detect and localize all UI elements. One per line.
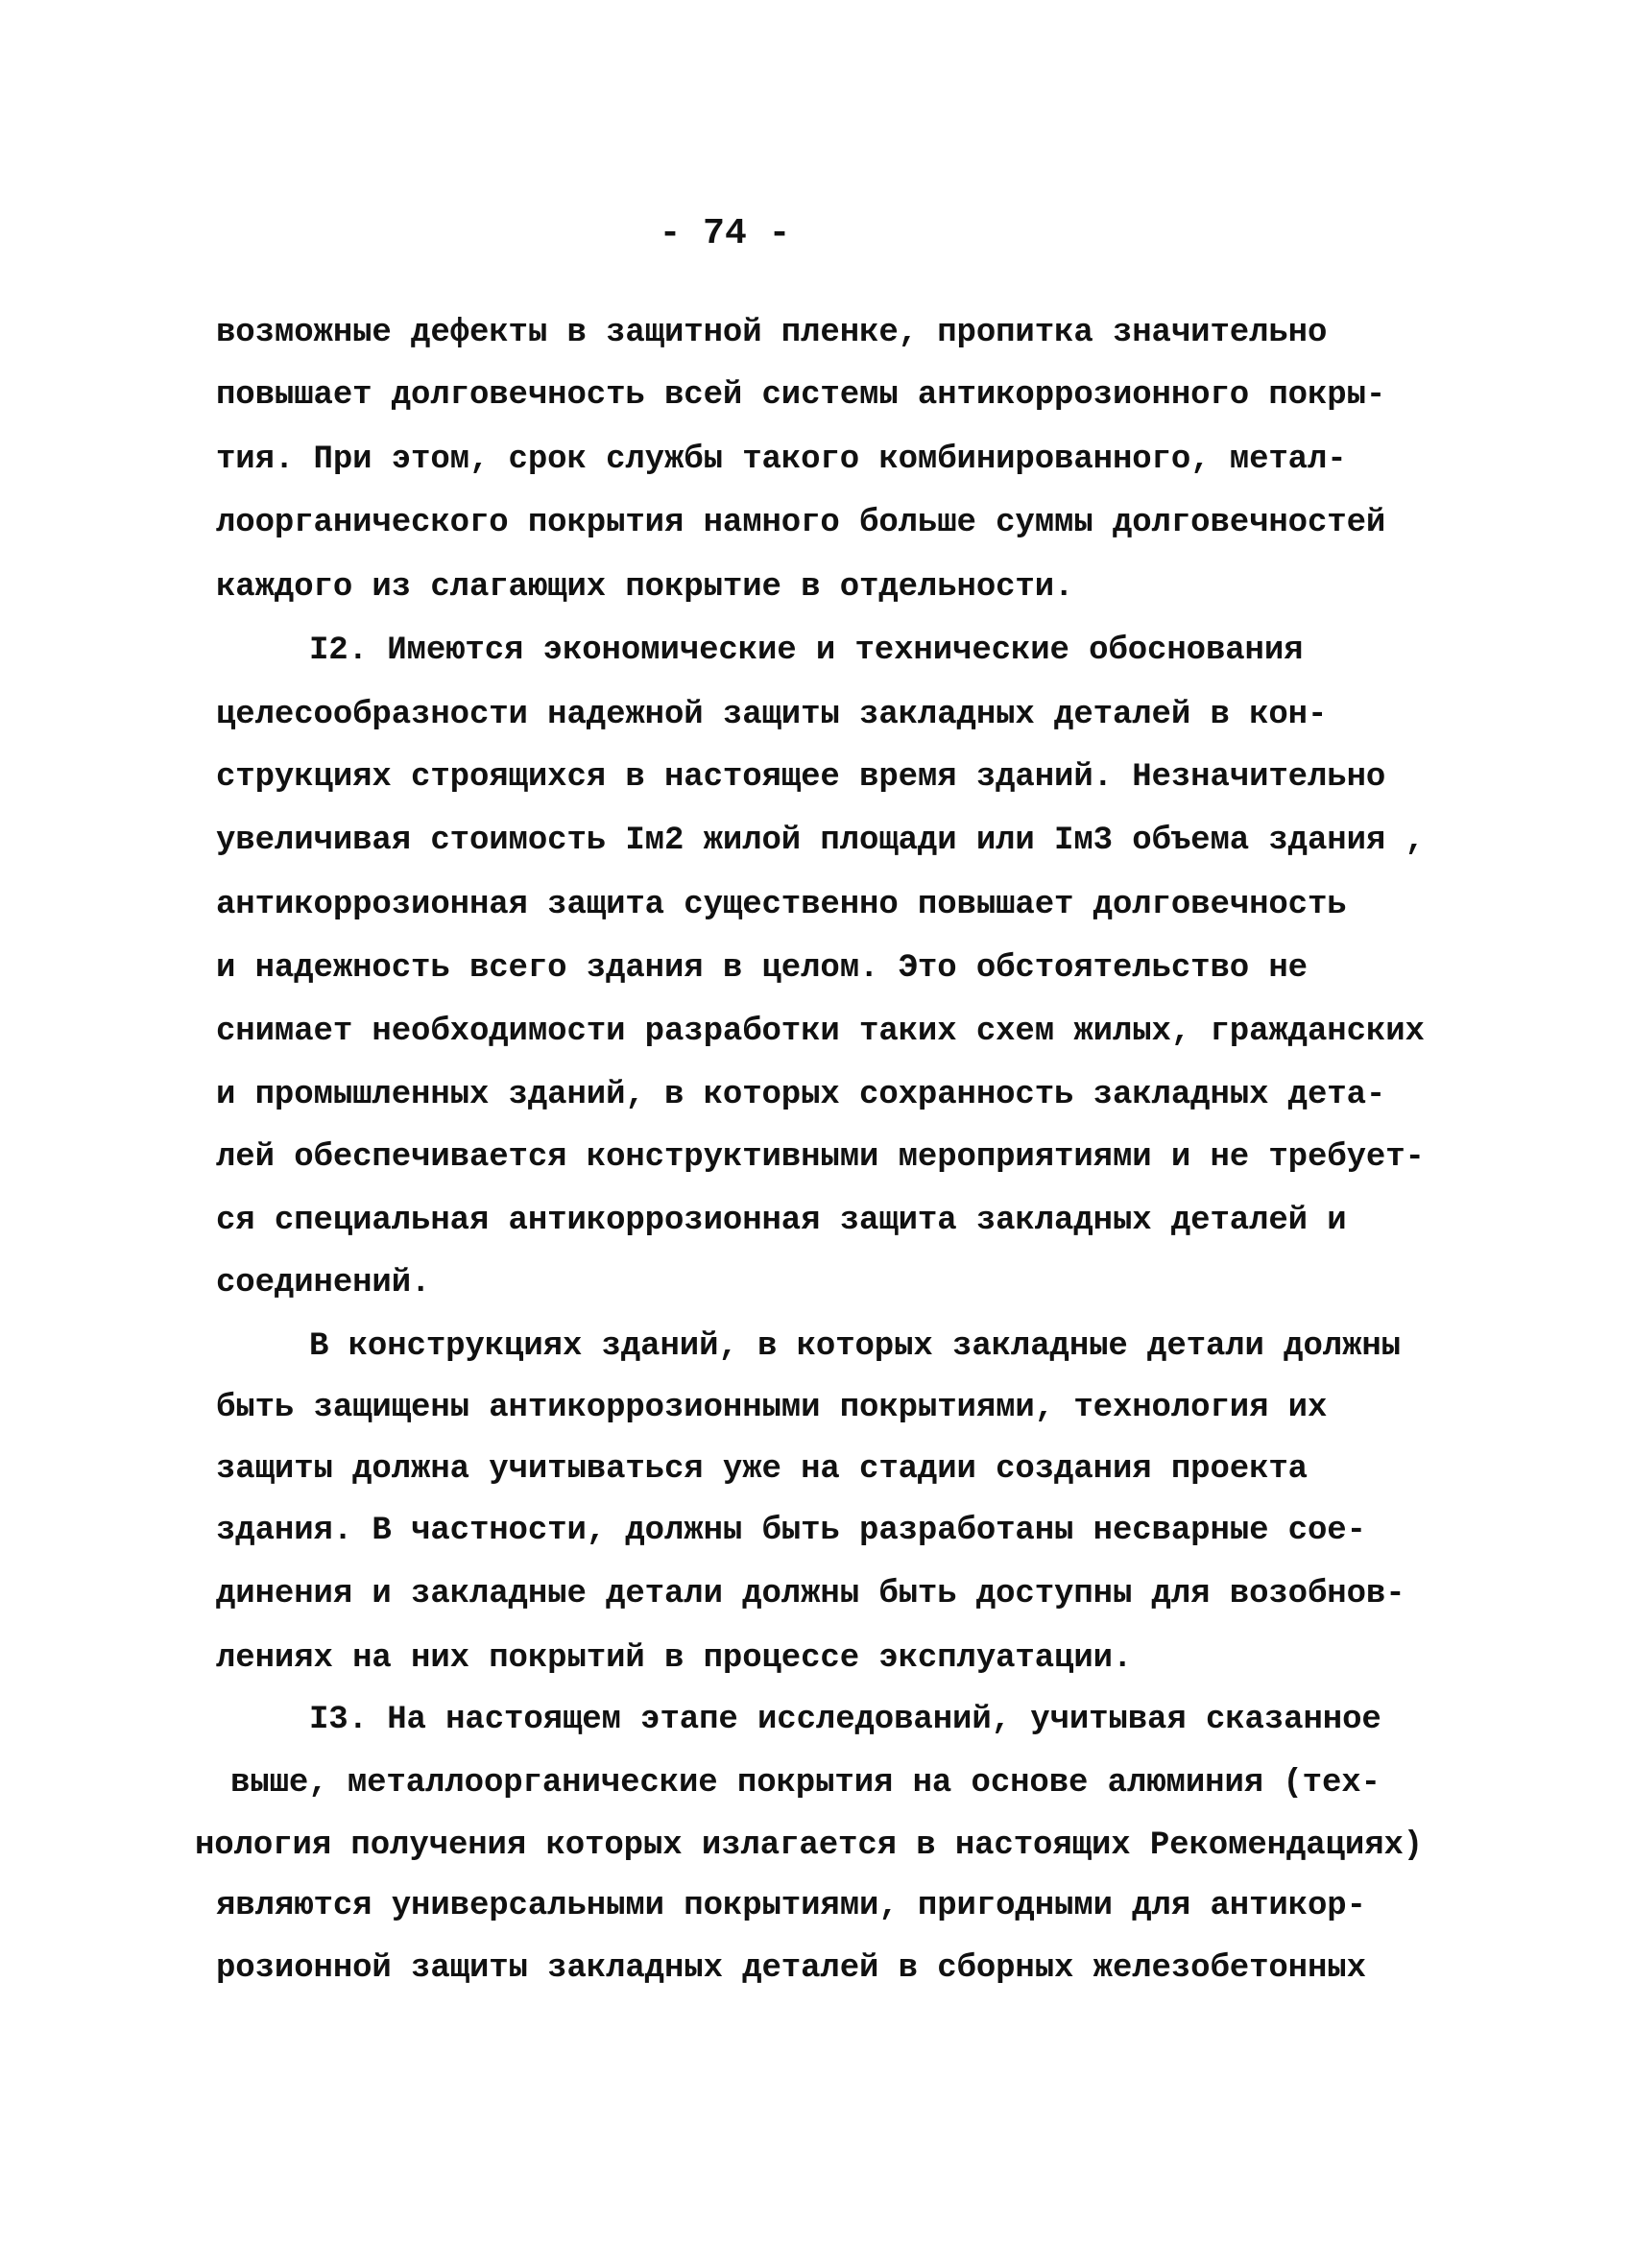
text-line: ся специальная антикоррозионная защита закладных деталей и [216, 1203, 1347, 1239]
text-line: нология получения которых излагается в настоящих Рекомендациях) [195, 1827, 1424, 1864]
text-line: являются универсальными покрытиями, пригодными для антикор- [216, 1888, 1366, 1924]
text-line: возможные дефекты в защитной пленке, пропитка значительно [216, 315, 1328, 351]
text-line: лоорганического покрытия намного больше суммы долговечностей [216, 505, 1386, 541]
text-line: лей обеспечивается конструктивными мероприятиями и не требует- [216, 1139, 1425, 1176]
text-line: каждого из слагающих покрытие в отдельности. [216, 569, 1074, 606]
text-line: струкциях строящихся в настоящее время зданий. Незначительно [216, 759, 1386, 796]
text-line: В конструкциях зданий, в которых закладные детали должны [309, 1328, 1401, 1365]
text-line: и надежность всего здания в целом. Это обстоятельство не [216, 950, 1308, 987]
text-line: лениях на них покрытий в процессе эксплуатации. [216, 1640, 1133, 1677]
text-line: розионной защиты закладных деталей в сборных железобетонных [216, 1950, 1366, 1987]
text-line: снимает необходимости разработки таких схем жилых, гражданских [216, 1014, 1425, 1050]
text-line: тия. При этом, срок службы такого комбинированного, метал- [216, 442, 1347, 478]
text-line: здания. В частности, должны быть разработаны несварные сое- [216, 1513, 1366, 1549]
text-line: и промышленных зданий, в которых сохранность закладных дета- [216, 1077, 1386, 1113]
text-line: антикоррозионная защита существенно повышает долговечность [216, 887, 1347, 923]
text-line: I2. Имеются экономические и технические обоснования [309, 633, 1304, 669]
text-line: быть защищены антикоррозионными покрытиями, технология их [216, 1390, 1328, 1426]
text-line: выше, металлоорганические покрытия на основе алюминия (тех- [230, 1765, 1381, 1802]
text-line: защиты должна учитываться уже на стадии создания проекта [216, 1451, 1308, 1488]
text-line: соединений. [216, 1265, 431, 1301]
text-line: динения и закладные детали должны быть доступны для возобнов- [216, 1576, 1405, 1612]
text-line: увеличивая стоимость Iм2 жилой площади или Iм3 объема здания , [216, 823, 1425, 859]
text-line: I3. На настоящем этапе исследований, учитывая сказанное [309, 1702, 1381, 1738]
text-line: целесообразности надежной защиты закладных деталей в кон- [216, 697, 1328, 733]
page-number: - 74 - [659, 213, 791, 254]
text-line: повышает долговечность всей системы антикоррозионного покры- [216, 377, 1386, 414]
